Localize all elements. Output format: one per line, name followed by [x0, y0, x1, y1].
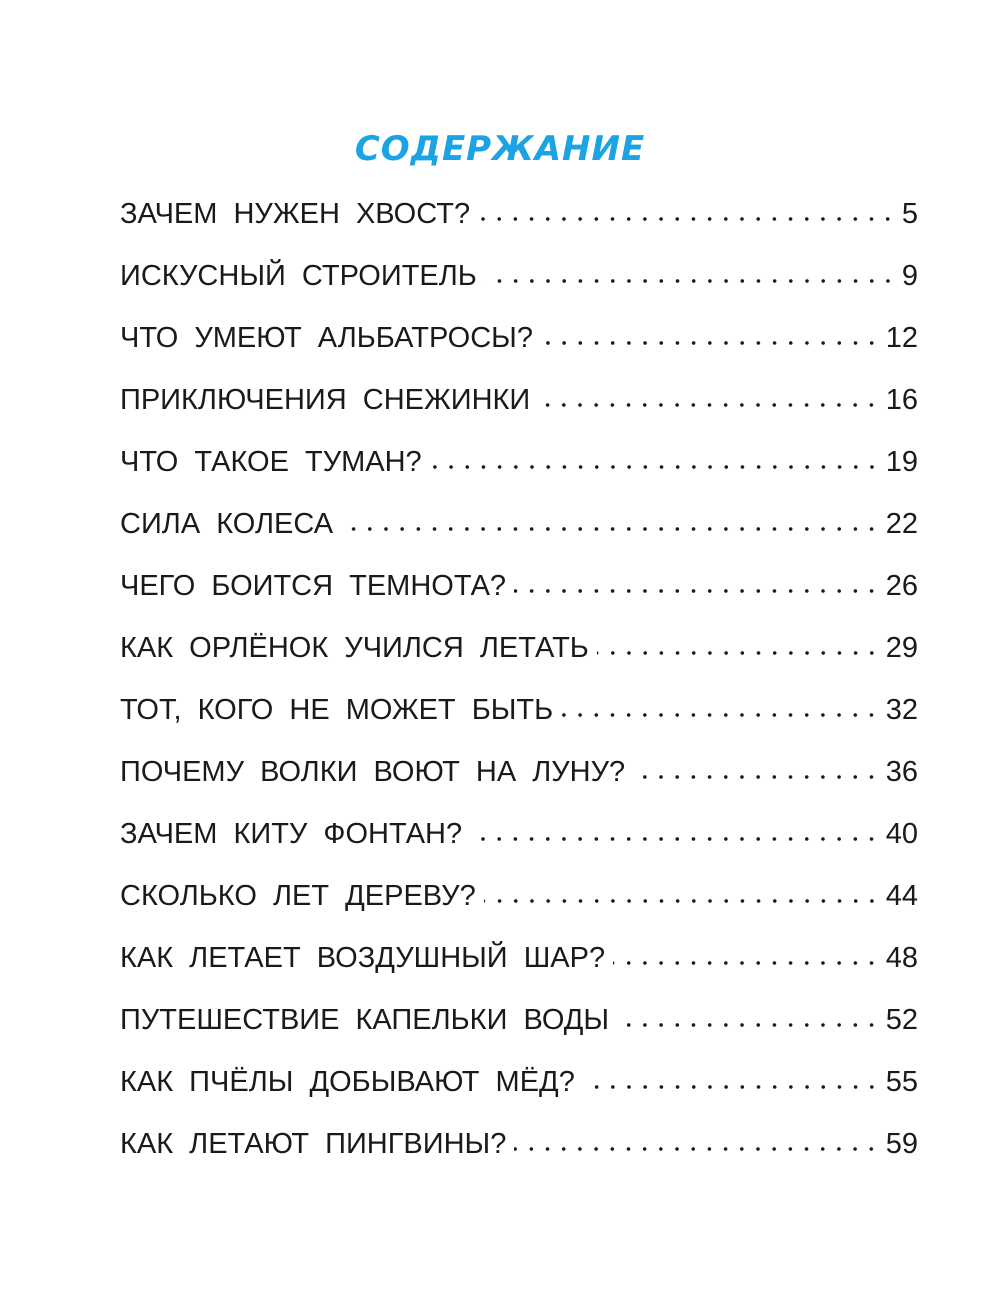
toc-entry[interactable]	[120, 998, 918, 1060]
toc-entry[interactable]	[120, 874, 918, 936]
toc-entry-title: ЗАЧЕМ КИТУ ФОНТАН?	[120, 818, 463, 850]
dot-leader	[514, 1146, 879, 1152]
toc-entry-title: ПУТЕШЕСТВИЕ КАПЕЛЬКИ ВОДЫ	[120, 1004, 610, 1036]
dot-leader	[541, 340, 880, 346]
toc-entry-title: КАК ЛЕТАЮТ ПИНГВИНЫ?	[120, 1128, 507, 1160]
toc-entry[interactable]	[120, 440, 918, 502]
toc-entry-title: КАК ПЧЁЛЫ ДОБЫВАЮТ МЁД?	[120, 1066, 575, 1098]
table-of-contents	[120, 192, 918, 1184]
toc-page-number: 59	[885, 1128, 918, 1160]
dot-leader	[484, 898, 880, 904]
toc-page-number: 44	[885, 880, 918, 912]
toc-page-number: 16	[885, 384, 918, 416]
dot-leader	[617, 1022, 880, 1028]
toc-page-number: 9	[901, 260, 918, 292]
dot-leader	[613, 960, 880, 966]
toc-page-number: 19	[885, 446, 918, 478]
toc-entry[interactable]	[120, 750, 918, 812]
toc-entry[interactable]	[120, 688, 918, 750]
toc-page-number: 48	[885, 942, 918, 974]
toc-entry-title: ТОТ, КОГО НЕ МОЖЕТ БЫТЬ	[120, 694, 554, 726]
toc-page-number: 29	[885, 632, 918, 664]
toc-entry[interactable]	[120, 502, 918, 564]
toc-entry-title: СИЛА КОЛЕСА	[120, 508, 334, 540]
toc-entry[interactable]	[120, 936, 918, 998]
toc-entry[interactable]	[120, 1060, 918, 1122]
toc-entry[interactable]	[120, 378, 918, 440]
toc-entry-title: ЧТО ТАКОЕ ТУМАН?	[120, 446, 422, 478]
dot-leader	[514, 588, 880, 594]
dot-leader	[583, 1084, 880, 1090]
dot-leader	[538, 402, 879, 408]
toc-page-number: 5	[901, 198, 918, 230]
dot-leader	[561, 712, 880, 718]
toc-page-number: 52	[885, 1004, 918, 1036]
toc-entry-title: ЧЕГО БОИТСЯ ТЕМНОТА?	[120, 570, 507, 602]
toc-page-number: 22	[885, 508, 918, 540]
toc-entry[interactable]	[120, 564, 918, 626]
toc-page-number: 55	[885, 1066, 918, 1098]
toc-entry[interactable]	[120, 626, 918, 688]
toc-entry-title: ЗАЧЕМ НУЖЕН ХВОСТ?	[120, 198, 471, 230]
toc-page-number: 40	[885, 818, 918, 850]
dot-leader	[485, 278, 896, 284]
toc-entry[interactable]	[120, 192, 918, 254]
dot-leader	[597, 650, 880, 656]
toc-entry-title: ПОЧЕМУ ВОЛКИ ВОЮТ НА ЛУНУ?	[120, 756, 626, 788]
dot-leader	[430, 464, 880, 470]
toc-entry-title: ЧТО УМЕЮТ АЛЬБАТРОСЫ?	[120, 322, 533, 354]
toc-page-number: 36	[885, 756, 918, 788]
dot-leader	[633, 774, 880, 780]
toc-entry-title: ИСКУСНЫЙ СТРОИТЕЛЬ	[120, 260, 477, 292]
toc-page-number: 26	[885, 570, 918, 602]
page-title: СОДЕРЖАНИЕ	[354, 128, 646, 169]
dot-leader	[478, 216, 896, 222]
toc-entry[interactable]	[120, 812, 918, 874]
toc-entry[interactable]	[120, 316, 918, 378]
dot-leader	[470, 836, 880, 842]
toc-entry-title: КАК ОРЛЁНОК УЧИЛСЯ ЛЕТАТЬ	[120, 632, 589, 664]
toc-page-number: 12	[885, 322, 918, 354]
dot-leader	[341, 526, 880, 532]
toc-entry-title: КАК ЛЕТАЕТ ВОЗДУШНЫЙ ШАР?	[120, 942, 606, 974]
toc-entry-title: ПРИКЛЮЧЕНИЯ СНЕЖИНКИ	[120, 384, 531, 416]
toc-entry[interactable]	[120, 1122, 918, 1184]
toc-page-number: 32	[885, 694, 918, 726]
toc-entry-title: СКОЛЬКО ЛЕТ ДЕРЕВУ?	[120, 880, 476, 912]
toc-entry[interactable]	[120, 254, 918, 316]
